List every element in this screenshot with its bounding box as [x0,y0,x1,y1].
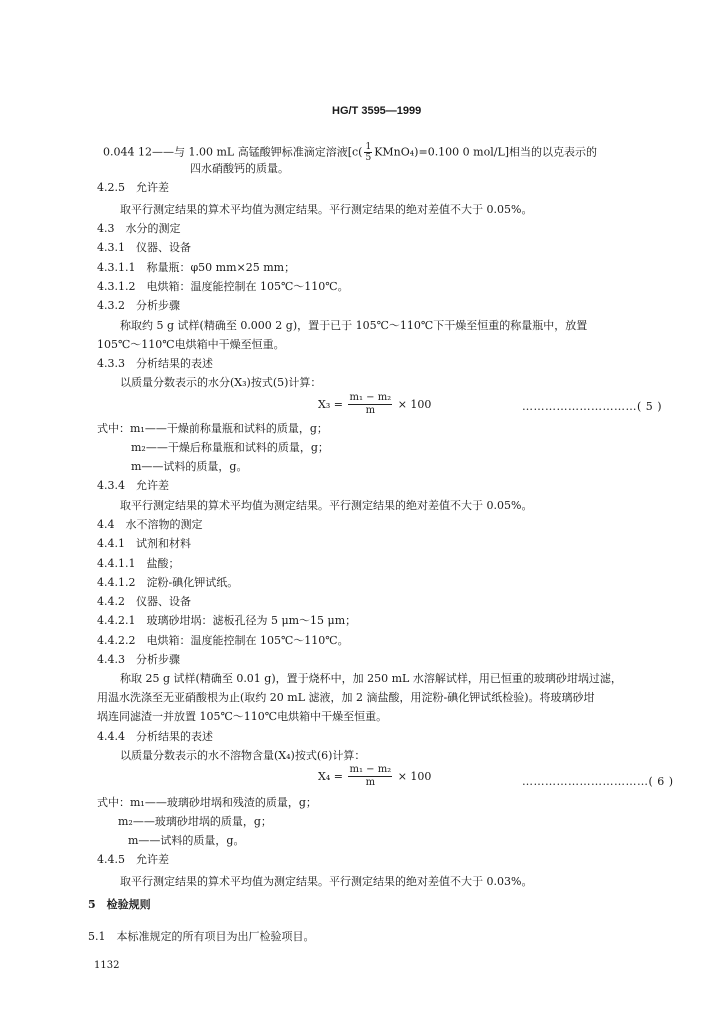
formula-6-fraction: $\frac{\text{m₁ − m₂}}{m}$ [349,764,392,788]
section-4-4-1: 4.4.1 试剂和材料 [97,537,191,550]
section-4-4: 4.4 水不溶物的测定 [97,518,203,531]
formula-note-text-b: KMnO₄)=0.100 0 mol/L]相当的以克表示的 [374,145,598,159]
section-4-3-2: 4.3.2 分析步骤 [97,299,180,312]
para-4-3-3: 以质量分数表示的水分(X₃)按式(5)计算： [120,376,322,389]
section-4-4-3: 4.4.3 分析步骤 [97,653,180,666]
para-4-3-2-line2: 105℃～110℃电烘箱中干燥至恒重。 [97,338,285,351]
para-4-4-4: 以质量分数表示的水不溶物含量(X₄)按式(6)计算： [120,749,366,762]
section-4-2-5: 4.2.5 允许差 [97,181,169,194]
formula-6-number: ……………………………( 6 ) [522,775,674,788]
where-5-line3: m——试料的质量，g。 [131,460,248,473]
formula-5-lhs: X₃ = [318,398,343,411]
formula-5 [318,392,431,417]
para-4-3-4: 取平行测定结果的算术平均值为测定结果。平行测定结果的绝对差值不大于 0.05%。 [120,499,533,512]
formula-6-rhs: × 100 [397,770,432,783]
page-number: 1132 [94,960,120,971]
formula-6-lhs: X₄ = [318,770,343,783]
formula-note-line2: 四水硝酸钙的质量。 [190,162,289,175]
where-6-line2: m₂——玻璃砂坩埚的质量，g； [118,815,272,828]
formula-6 [318,764,431,789]
section-4-4-2: 4.4.2 仪器、设备 [97,595,191,608]
where-5-line2: m₂——干燥后称量瓶和试料的质量，g； [131,441,329,454]
section-4-4-2-1: 4.4.2.1 玻璃砂坩埚：滤板孔径为 5 μm～15 μm； [97,614,357,627]
formula-note-line1 [103,142,597,163]
section-4-3-1-1: 4.3.1.1 称量瓶：φ50 mm×25 mm； [97,261,296,274]
section-5-1: 5.1 本标准规定的所有项目为出厂检验项目。 [88,930,315,943]
para-4-4-5: 取平行测定结果的算术平均值为测定结果。平行测定结果的绝对差值不大于 0.03%。 [120,875,533,888]
section-4-4-2-2: 4.4.2.2 电烘箱：温度能控制在 105℃～110℃。 [97,634,349,647]
where-6-line3: m——试料的质量，g。 [128,834,245,847]
section-4-4-1-2: 4.4.1.2 淀粉-碘化钾试纸。 [97,576,239,589]
fraction-one-fifth: $\frac{1}{5}$ [365,142,372,163]
para-4-2-5: 取平行测定结果的算术平均值为测定结果。平行测定结果的绝对差值不大于 0.05%。 [120,203,533,216]
page-header: HG/T 3595—1999 [332,105,422,117]
section-4-4-4: 4.4.4 分析结果的表述 [97,730,213,743]
section-4-3-1-2: 4.3.1.2 电烘箱：温度能控制在 105℃～110℃。 [97,280,349,293]
section-5: 5 检验规则 [88,898,151,911]
where-5-line1: 式中：m₁——干燥前称量瓶和试料的质量，g； [97,422,328,435]
section-4-3-3: 4.3.3 分析结果的表述 [97,357,213,370]
section-4-3-4: 4.3.4 允许差 [97,479,169,492]
section-4-4-1-1: 4.4.1.1 盐酸； [97,557,180,570]
formula-5-number: …………………………( 5 ) [522,400,663,413]
para-4-4-3-line1: 称取 25 g 试样(精确至 0.01 g)，置于烧杯中，加 250 mL 水溶解试样，用已恒重的玻璃砂坩埚过滤， [120,672,622,685]
section-4-3-1: 4.3.1 仪器、设备 [97,241,191,254]
formula-5-rhs: × 100 [397,398,432,411]
formula-note-text-a: 0.044 12——与 1.00 mL 高锰酸钾标准滴定溶液[c( [103,145,363,159]
section-4-4-5: 4.4.5 允许差 [97,853,169,866]
para-4-4-3-line3: 埚连同滤渣一并放置 105℃～110℃电烘箱中干燥至恒重。 [97,710,388,723]
para-4-3-2-line1: 称取约 5 g 试样(精确至 0.000 2 g)，置于已于 105℃～110℃下干燥至恒重的称量瓶中，放置 [120,319,588,332]
where-6-line1: 式中：m₁——玻璃砂坩埚和残渣的质量，g； [97,796,317,809]
formula-5-fraction: $\frac{\text{m₁ − m₂}}{m}$ [349,392,392,416]
para-4-4-3-line2: 用温水洗涤至无亚硝酸根为止(取约 20 mL 滤液，加 2 滴盐酸，用淀粉-碘化钾试纸检验)。将玻璃砂坩 [97,691,595,704]
section-4-3: 4.3 水分的测定 [97,222,181,235]
